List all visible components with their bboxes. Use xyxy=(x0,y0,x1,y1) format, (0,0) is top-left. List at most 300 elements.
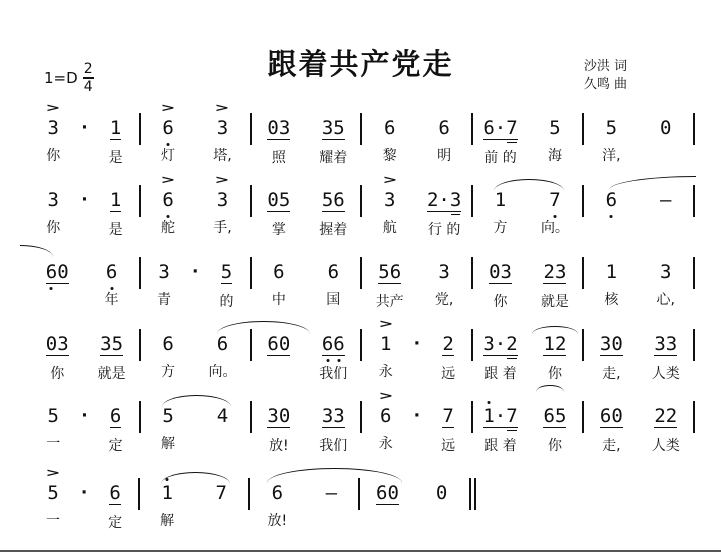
note-number xyxy=(216,483,227,503)
note-number xyxy=(46,262,69,284)
note xyxy=(306,320,360,383)
note-number xyxy=(495,190,506,210)
note xyxy=(140,469,194,530)
note-digit: 3 xyxy=(321,117,334,139)
note xyxy=(639,176,693,237)
note xyxy=(362,320,408,383)
note xyxy=(362,392,408,455)
lyric: 定 xyxy=(108,438,123,454)
lyric: 远 xyxy=(441,438,456,454)
note xyxy=(141,176,195,237)
credits xyxy=(584,58,627,94)
lyric: 走, xyxy=(602,366,621,382)
note-digit: 5 xyxy=(378,261,390,283)
accent-mark: > xyxy=(378,390,394,403)
note-digit: 5 xyxy=(47,482,59,504)
time-denominator: 4 xyxy=(83,78,93,95)
note-digit: 2 xyxy=(665,405,678,427)
lyric: 行 的 xyxy=(427,222,461,238)
lyric: 你 xyxy=(547,366,562,382)
note-number xyxy=(162,406,173,426)
note-number xyxy=(654,334,677,356)
lyric: 是 xyxy=(108,150,123,166)
lyric: 黎 xyxy=(382,148,397,164)
note-number xyxy=(380,406,391,426)
note xyxy=(304,469,358,530)
note-digit: 3 xyxy=(47,117,59,139)
note xyxy=(362,104,416,165)
note-number xyxy=(46,334,69,356)
note-digit: 5 xyxy=(111,333,124,355)
note-digit: 4 xyxy=(216,405,229,427)
measure xyxy=(141,320,250,381)
note xyxy=(415,469,469,532)
note xyxy=(473,248,527,311)
note xyxy=(252,104,306,167)
note-number xyxy=(162,190,173,210)
lyric: 明 xyxy=(437,148,452,164)
lyric: 中 xyxy=(271,292,286,308)
note-number xyxy=(109,483,120,505)
note-digit: 1 xyxy=(605,261,618,283)
score-body xyxy=(0,104,721,532)
note xyxy=(30,176,76,239)
measure xyxy=(473,248,582,311)
note-digit: 2 xyxy=(426,189,439,211)
score-line xyxy=(30,248,695,311)
note xyxy=(639,392,693,455)
dot-separator: · xyxy=(413,406,421,426)
note-number xyxy=(660,262,671,282)
note-digit: 3 xyxy=(333,405,345,427)
note xyxy=(252,248,306,309)
note-digit: 1 xyxy=(543,333,555,355)
note-number xyxy=(606,190,617,210)
note xyxy=(639,104,693,165)
note-number xyxy=(549,190,560,210)
note-digit: 3 xyxy=(654,333,666,355)
note-digit: 6 xyxy=(605,189,618,211)
measure xyxy=(30,320,139,383)
note-number xyxy=(378,262,401,284)
note-digit: 7 xyxy=(215,482,227,504)
note-digit: 5 xyxy=(220,261,233,283)
measure xyxy=(584,392,693,455)
note-digit: 0 xyxy=(267,117,279,139)
note-digit: 6 xyxy=(379,405,392,427)
note-digit: 7 xyxy=(549,189,561,211)
note-number xyxy=(47,483,58,503)
note-number xyxy=(158,262,169,282)
note xyxy=(306,104,360,167)
measure xyxy=(584,104,693,165)
note-number xyxy=(322,406,345,428)
lyric: 是 xyxy=(108,222,123,238)
dot-separator: · xyxy=(81,190,88,210)
note-digit: 3 xyxy=(438,261,450,283)
composer-credit: 久鸣 曲 xyxy=(583,77,627,92)
accent-mark: > xyxy=(215,102,230,115)
note-digit: 0 xyxy=(611,405,623,427)
note-digit: 0 xyxy=(489,261,501,283)
note xyxy=(473,104,527,167)
note-number xyxy=(483,118,517,140)
note-digit: 5 xyxy=(278,189,291,211)
score-line xyxy=(30,104,695,167)
lyric: 跟 着 xyxy=(484,438,517,454)
note-digit: 6 xyxy=(162,117,174,139)
note-digit: 7 xyxy=(506,117,518,139)
note xyxy=(141,392,195,453)
note-digit: 3 xyxy=(483,333,495,355)
lyric: 洋, xyxy=(602,148,621,164)
lyric: 人类 xyxy=(651,438,680,454)
note xyxy=(639,248,693,309)
note-number xyxy=(606,118,617,138)
measure xyxy=(141,248,250,311)
note-digit: 0 xyxy=(57,261,69,283)
note xyxy=(528,320,582,383)
accent-mark: > xyxy=(378,318,394,331)
lyric: 共产 xyxy=(375,294,404,310)
note-number xyxy=(328,262,339,282)
note-number xyxy=(436,483,447,503)
lyric: 就是 xyxy=(97,366,126,382)
note-digit: 6 xyxy=(321,333,334,355)
note-digit: 6 xyxy=(267,333,279,355)
note-number xyxy=(600,406,623,428)
accent-mark: > xyxy=(215,174,230,187)
barline xyxy=(693,401,695,433)
note xyxy=(473,392,527,455)
lyric: 你 xyxy=(547,438,562,454)
dot-separator: · xyxy=(80,483,88,503)
dot-separator: · xyxy=(81,118,88,138)
note xyxy=(30,248,84,311)
note xyxy=(584,320,638,383)
note xyxy=(92,469,138,532)
lyric: 我们 xyxy=(319,366,348,382)
lyricist-credit: 沙洪 词 xyxy=(583,59,627,74)
measure xyxy=(362,248,471,311)
note-number xyxy=(110,118,121,140)
note-digit: 3 xyxy=(321,405,334,427)
note-digit: 2 xyxy=(543,261,555,283)
time-numerator: 2 xyxy=(83,61,93,77)
note-number xyxy=(442,406,453,428)
measure xyxy=(252,248,361,309)
note-number xyxy=(660,118,671,138)
note-digit: 6 xyxy=(543,405,555,427)
lyric: 你 xyxy=(46,220,61,236)
note-number xyxy=(489,262,512,284)
note-digit: 1 xyxy=(483,405,495,427)
measure xyxy=(30,248,139,311)
accent-mark: > xyxy=(160,102,176,115)
note xyxy=(195,104,249,165)
lyric: 跟 着 xyxy=(484,366,517,382)
note-digit: 3 xyxy=(216,189,229,211)
barline xyxy=(693,257,695,289)
slur-arc-below xyxy=(536,385,563,392)
note-number xyxy=(660,190,671,210)
measure xyxy=(30,104,139,167)
note-number xyxy=(600,334,623,356)
note-number xyxy=(267,118,290,140)
note-number xyxy=(543,334,566,356)
note xyxy=(30,104,76,167)
note xyxy=(306,176,360,239)
note xyxy=(195,392,249,453)
note-number xyxy=(47,406,58,426)
measure xyxy=(252,104,361,167)
lyric: 就是 xyxy=(540,294,569,310)
lyric: 你 xyxy=(46,148,61,164)
note-digit: — xyxy=(325,482,338,504)
note-number xyxy=(322,190,345,212)
lyric: 灯 xyxy=(161,148,176,164)
note xyxy=(528,104,582,167)
note-number xyxy=(162,118,173,138)
note-digit: 6 xyxy=(45,261,58,283)
note-number xyxy=(267,190,290,212)
note-digit: 0 xyxy=(267,189,279,211)
note-digit: 6 xyxy=(376,482,388,504)
note-digit: 2 xyxy=(442,333,454,355)
note-number xyxy=(543,406,566,428)
note-digit: 3 xyxy=(158,261,170,283)
note-number xyxy=(110,190,121,212)
note-digit: 6 xyxy=(383,117,396,139)
note-digit: 1 xyxy=(494,189,507,211)
note-digit: 2 xyxy=(554,333,567,355)
measure xyxy=(362,176,471,239)
note xyxy=(92,104,138,167)
note-number xyxy=(161,483,172,503)
note-digit: 3 xyxy=(278,117,291,139)
note xyxy=(584,176,638,237)
lyric: 一 xyxy=(46,436,61,452)
measure xyxy=(584,248,693,309)
score-line xyxy=(30,320,695,383)
note-number xyxy=(438,118,449,138)
accent-mark: > xyxy=(382,174,398,187)
note-digit: 3 xyxy=(47,189,59,211)
note-number xyxy=(654,406,677,428)
lyric: 永 xyxy=(378,436,393,452)
note-number xyxy=(322,118,345,140)
note-number xyxy=(384,118,395,138)
note-digit: 3 xyxy=(554,261,567,283)
lyric: 核 xyxy=(604,292,619,308)
note xyxy=(84,248,138,311)
measure xyxy=(252,392,361,455)
lyric: 解 xyxy=(161,436,176,452)
lyric: 走, xyxy=(602,438,621,454)
note xyxy=(195,320,249,381)
note xyxy=(584,104,638,165)
note-number xyxy=(483,334,517,356)
lyric: 的 xyxy=(219,294,234,310)
measure xyxy=(30,392,139,455)
note-number xyxy=(606,262,617,282)
measure xyxy=(473,392,582,455)
note-digit: 6 xyxy=(333,333,345,355)
note xyxy=(252,320,306,383)
note-digit: 5 xyxy=(549,117,561,139)
note xyxy=(141,104,195,165)
note xyxy=(584,392,638,455)
lyric: 永 xyxy=(378,364,393,380)
note-number xyxy=(267,406,290,428)
lyric: 解 xyxy=(160,513,175,529)
note-digit: 3 xyxy=(500,261,512,283)
measure xyxy=(252,176,361,239)
note xyxy=(528,176,582,237)
note xyxy=(584,248,638,309)
note-digit: 1 xyxy=(109,117,122,139)
note-digit: 3 xyxy=(449,189,462,211)
note-number xyxy=(217,334,228,354)
measure xyxy=(473,104,582,167)
lyric: 党, xyxy=(434,292,454,308)
note-number xyxy=(380,334,391,354)
lyric: 向。 xyxy=(208,364,237,380)
note xyxy=(84,320,138,383)
lyric: 放! xyxy=(269,438,289,454)
note xyxy=(30,469,76,532)
note-digit: 2 xyxy=(506,333,518,355)
lyric: 手, xyxy=(213,220,232,236)
note-number xyxy=(217,406,228,426)
measure xyxy=(140,469,248,530)
measure xyxy=(584,176,693,237)
note xyxy=(417,248,471,311)
lyric: 心, xyxy=(656,292,675,308)
note-number xyxy=(326,483,337,503)
note xyxy=(141,320,195,381)
measure xyxy=(141,176,250,237)
note-digit: 3 xyxy=(267,405,279,427)
note-digit: 6 xyxy=(162,333,174,355)
lyric: 握着 xyxy=(319,222,348,238)
lyric: 放! xyxy=(267,513,288,529)
note xyxy=(92,392,138,455)
note xyxy=(473,320,527,383)
note-digit: 6 xyxy=(109,482,121,504)
note-digit: 6 xyxy=(333,189,345,211)
lyric: 青 xyxy=(157,292,172,308)
lyric: 耀着 xyxy=(319,150,348,166)
note-digit: — xyxy=(660,189,672,211)
slur-arc xyxy=(20,245,53,257)
note xyxy=(417,104,471,165)
note-digit: 0 xyxy=(278,405,291,427)
note-digit: 0 xyxy=(660,117,672,139)
measure xyxy=(250,469,358,530)
note-digit: · xyxy=(438,189,450,211)
note-digit: 6 xyxy=(273,261,285,283)
note-number xyxy=(162,334,173,354)
note-digit: 0 xyxy=(278,333,291,355)
lyric: 方 xyxy=(493,220,508,236)
note-number xyxy=(483,406,517,428)
note-digit: 6 xyxy=(105,261,118,283)
note-digit: 6 xyxy=(599,405,612,427)
note-number xyxy=(221,262,232,284)
accent-mark: > xyxy=(45,102,61,115)
dot-separator: · xyxy=(413,334,421,354)
note-digit: 6 xyxy=(216,333,229,355)
note xyxy=(528,248,582,311)
note-digit: 3 xyxy=(216,117,229,139)
note-digit: 0 xyxy=(45,333,58,355)
lyric: 航 xyxy=(382,220,397,236)
note-digit: 6 xyxy=(162,189,174,211)
lyric: 舵 xyxy=(161,220,176,236)
note-digit: 1 xyxy=(161,482,173,504)
note xyxy=(30,392,76,455)
lyric: 向。 xyxy=(540,220,569,236)
barline xyxy=(469,478,471,510)
note xyxy=(425,320,471,383)
note-digit: 7 xyxy=(506,405,518,427)
lyric: 定 xyxy=(108,515,123,531)
lyric: 国 xyxy=(326,292,341,308)
note-digit: 5 xyxy=(605,117,618,139)
note-digit: 2 xyxy=(654,405,666,427)
note-digit: 1 xyxy=(109,189,122,211)
note-digit: · xyxy=(494,405,507,427)
note xyxy=(252,392,306,455)
lyric: 远 xyxy=(441,366,456,382)
note xyxy=(306,248,360,309)
note-number xyxy=(272,483,283,503)
note-digit: · xyxy=(494,117,507,139)
note-number xyxy=(106,262,117,282)
note xyxy=(425,392,471,455)
note-number xyxy=(267,334,290,356)
measure xyxy=(252,320,361,383)
measure xyxy=(30,176,139,239)
note-digit: 3 xyxy=(57,333,69,355)
lyric: 一 xyxy=(46,513,61,529)
measure xyxy=(362,320,471,383)
note xyxy=(360,469,414,532)
note xyxy=(195,176,249,237)
note xyxy=(30,320,84,383)
score-line xyxy=(30,176,695,239)
note-number xyxy=(438,262,449,282)
note-digit: 3 xyxy=(660,261,672,283)
measure xyxy=(362,392,471,455)
score-line xyxy=(30,469,476,532)
note-number xyxy=(217,118,228,138)
barline xyxy=(693,329,695,361)
lyric: 你 xyxy=(50,366,65,382)
note-digit: · xyxy=(494,333,507,355)
accent-mark: > xyxy=(160,174,176,187)
note-number xyxy=(322,334,345,356)
barline xyxy=(474,478,476,510)
lyric: 前 的 xyxy=(484,150,517,166)
key-label: 1=D xyxy=(44,68,78,87)
dot-separator: · xyxy=(192,262,199,282)
note-digit: 6 xyxy=(438,117,450,139)
note xyxy=(194,469,248,530)
note-number xyxy=(110,406,121,428)
note-digit: 5 xyxy=(333,117,345,139)
